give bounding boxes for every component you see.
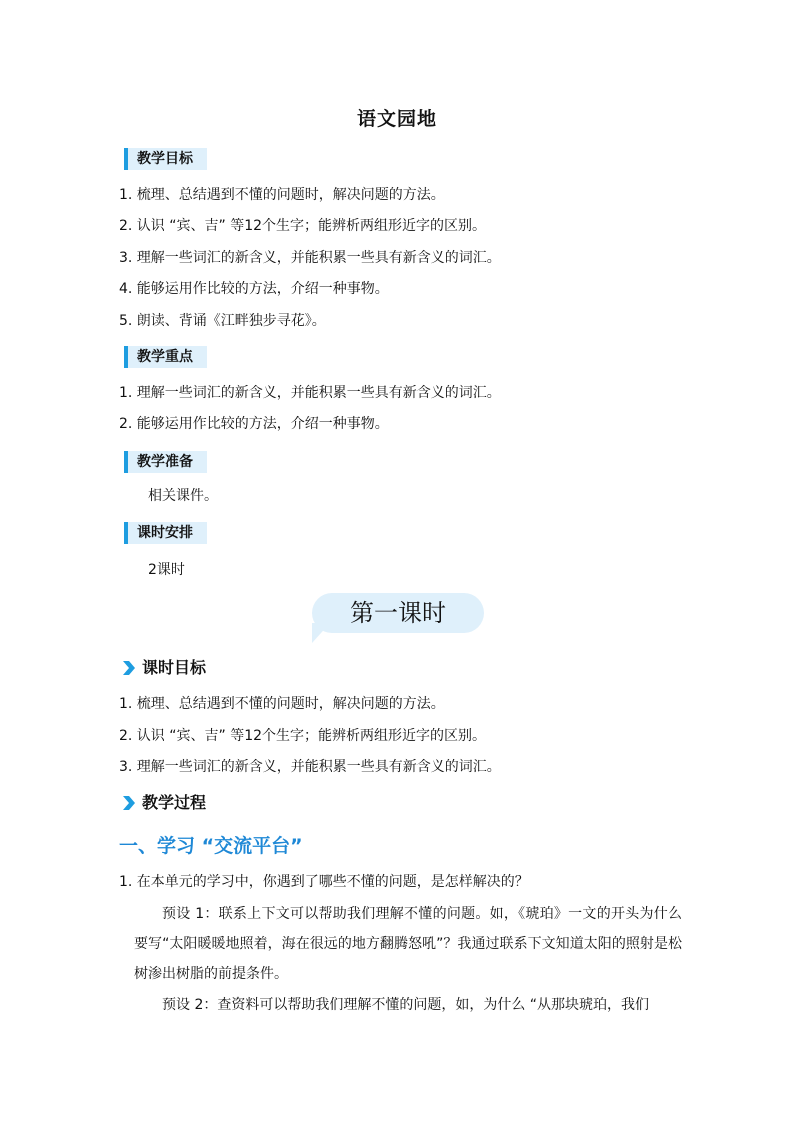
lesson-goal-item: 3. 理解一些词汇的新含义，并能积累一些具有新含义的词汇。 (119, 759, 501, 775)
schedule-text: 2课时 (148, 562, 185, 578)
section-teaching-process (122, 792, 206, 814)
chevron-right-icon (122, 795, 136, 811)
chevron-right-icon (122, 660, 136, 676)
part1-heading: 一、学习 “交流平台” (119, 835, 303, 857)
goal-item: 1. 梳理、总结遇到不懂的问题时，解决问题的方法。 (119, 187, 445, 203)
tag-schedule: 课时安排 (124, 522, 207, 544)
preset-paragraph-1: 预设 1：联系上下文可以帮助我们理解不懂的问题。如，《琥珀》一文的开头为什么要写“太阳暖暖地照着，海在很远的地方翻腾怒吼”？我通过联系下文知道太阳的照射是松树渗出树脂的前提条件。 (134, 906, 682, 982)
section-teaching-process-label: 教学过程 (142, 793, 207, 812)
section-lesson-goals-label: 课时目标 (142, 658, 207, 677)
page-title: 语文园地 (356, 108, 437, 130)
keypoint-item: 1. 理解一些词汇的新含义，并能积累一些具有新含义的词汇。 (119, 385, 501, 401)
goal-item: 3. 理解一些词汇的新含义，并能积累一些具有新含义的词汇。 (119, 250, 501, 266)
tag-key-points: 教学重点 (124, 346, 207, 368)
goal-item: 2. 认识 “宾、吉” 等12个生字；能辨析两组形近字的区别。 (119, 218, 487, 234)
tag-teaching-goals: 教学目标 (124, 148, 207, 170)
preparation-text: 相关课件。 (148, 488, 218, 504)
keypoint-item: 2. 能够运用作比较的方法，介绍一种事物。 (119, 416, 389, 432)
process-question: 1. 在本单元的学习中，你遇到了哪些不懂的问题，是怎样解决的？ (119, 874, 529, 890)
goal-item: 4. 能够运用作比较的方法，介绍一种事物。 (119, 281, 389, 297)
lesson-banner: 第一课时 (312, 593, 484, 633)
section-lesson-goals (122, 657, 206, 679)
preset-paragraph-2: 预设 2：查资料可以帮助我们理解不懂的问题，如，为什么 “从那块琥珀，我们 (162, 997, 650, 1013)
goal-item: 5. 朗读、背诵《江畔独步寻花》。 (119, 313, 326, 329)
tag-preparation: 教学准备 (124, 451, 207, 473)
lesson-goal-item: 2. 认识 “宾、吉” 等12个生字；能辨析两组形近字的区别。 (119, 728, 487, 744)
lesson-goal-item: 1. 梳理、总结遇到不懂的问题时，解决问题的方法。 (119, 696, 445, 712)
